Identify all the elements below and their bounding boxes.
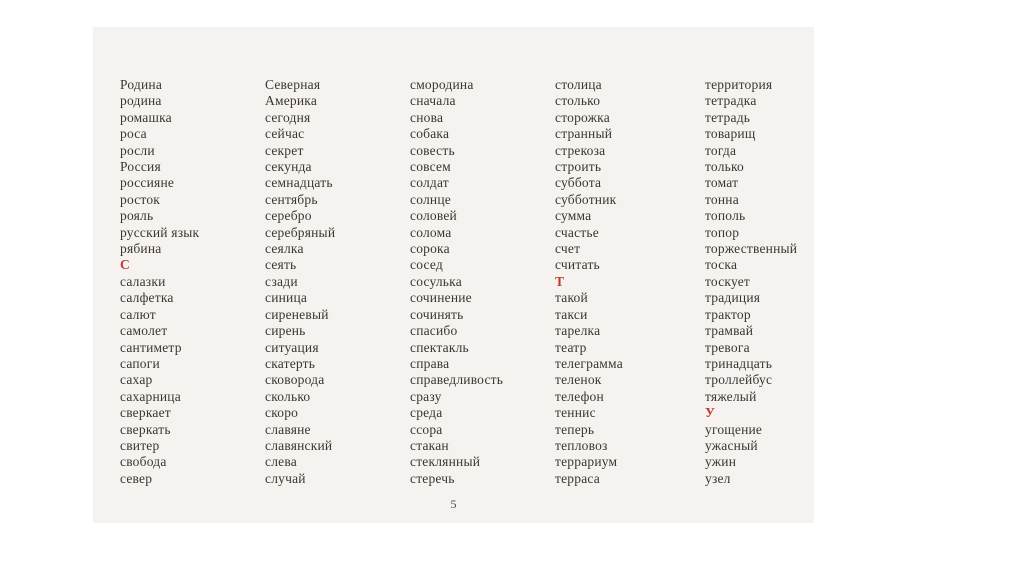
- word-item: трактор: [705, 306, 751, 322]
- word-item: россияне: [120, 175, 175, 191]
- word-item: сверкает: [120, 405, 171, 421]
- word-item: терраса: [555, 470, 600, 486]
- word-item: узел: [705, 470, 731, 486]
- word-item: трамвай: [705, 323, 754, 339]
- word-item: сочинять: [410, 306, 464, 322]
- word-item: торжественный: [705, 241, 798, 257]
- word-item: сочинение: [410, 290, 472, 306]
- word-item: скоро: [265, 405, 299, 421]
- word-item: сверкать: [120, 421, 171, 437]
- word-item: росли: [120, 142, 155, 158]
- word-item: снова: [410, 109, 444, 125]
- word-item: томат: [705, 175, 739, 191]
- word-item: свобода: [120, 454, 167, 470]
- word-item: сумма: [555, 208, 592, 224]
- word-item: странный: [555, 126, 613, 142]
- word-column-3: [410, 77, 552, 487]
- word-item: солнце: [410, 191, 451, 207]
- word-item: тетрадь: [705, 109, 751, 125]
- word-item: стеречь: [410, 470, 455, 486]
- word-item: тонна: [705, 191, 739, 207]
- word-item: тревога: [705, 339, 750, 355]
- word-item: спасибо: [410, 323, 458, 339]
- word-item: среда: [410, 405, 443, 421]
- word-item: соловей: [410, 208, 457, 224]
- word-item: сахарница: [120, 388, 181, 404]
- word-item: ужин: [705, 454, 737, 470]
- word-item: столица: [555, 77, 602, 92]
- word-item: рояль: [120, 208, 154, 224]
- word-item: стакан: [410, 437, 449, 453]
- word-column-5: [705, 77, 847, 487]
- word-item: тогда: [705, 142, 737, 158]
- word-item: ужасный: [705, 437, 758, 453]
- word-item: сейчас: [265, 126, 305, 142]
- word-item: слева: [265, 454, 297, 470]
- section-letter: Т: [555, 273, 565, 289]
- word-item: только: [705, 159, 745, 175]
- word-item: родина: [120, 93, 162, 109]
- word-item: серебряный: [265, 224, 336, 240]
- word-item: солома: [410, 224, 452, 240]
- word-item: ситуация: [265, 339, 319, 355]
- word-item: сковорода: [265, 372, 325, 388]
- word-item: Родина: [120, 77, 163, 92]
- word-item: сеялка: [265, 241, 304, 257]
- word-item: территория: [705, 77, 773, 92]
- word-item: сахар: [120, 372, 153, 388]
- page-number: 5: [450, 497, 457, 511]
- word-item: справа: [410, 355, 450, 371]
- word-item: собака: [410, 126, 450, 142]
- word-item: угощение: [705, 421, 763, 437]
- word-item: секунда: [265, 159, 312, 175]
- word-item: синица: [265, 290, 308, 306]
- word-item: сирень: [265, 323, 306, 339]
- word-item: сразу: [410, 388, 442, 404]
- word-item: сосулька: [410, 273, 462, 289]
- word-item: теннис: [555, 405, 596, 421]
- word-item: рябина: [120, 241, 162, 257]
- word-item: счастье: [555, 224, 599, 240]
- word-item: такси: [555, 306, 588, 322]
- word-item: троллейбус: [705, 372, 773, 388]
- word-item: субботник: [555, 191, 617, 207]
- word-item: росток: [120, 191, 161, 207]
- word-item: сантиметр: [120, 339, 182, 355]
- word-item: телефон: [555, 388, 604, 404]
- word-item: Америка: [265, 93, 318, 109]
- word-item: Северная: [265, 77, 321, 92]
- section-letter: С: [120, 257, 130, 273]
- word-item: Россия: [120, 159, 161, 175]
- word-item: традиция: [705, 290, 761, 306]
- word-item: свитер: [120, 437, 160, 453]
- word-item: сеять: [265, 257, 297, 273]
- word-item: скатерть: [265, 355, 316, 371]
- word-item: север: [120, 470, 153, 486]
- word-item: сапоги: [120, 355, 160, 371]
- word-item: тяжелый: [705, 388, 757, 404]
- word-item: товарищ: [705, 126, 756, 142]
- word-item: совесть: [410, 142, 455, 158]
- word-item: семнадцать: [265, 175, 333, 191]
- word-item: тополь: [705, 208, 746, 224]
- word-item: считать: [555, 257, 600, 273]
- word-item: стрекоза: [555, 142, 606, 158]
- word-item: сзади: [265, 273, 298, 289]
- word-item: строить: [555, 159, 602, 175]
- word-item: справедливость: [410, 372, 504, 388]
- word-item: серебро: [265, 208, 312, 224]
- word-item: сиреневый: [265, 306, 329, 322]
- word-item: случай: [265, 470, 306, 486]
- word-column-1: [120, 77, 262, 487]
- word-item: такой: [555, 290, 588, 306]
- word-item: салазки: [120, 273, 166, 289]
- word-item: русский язык: [120, 224, 200, 240]
- word-item: суббота: [555, 175, 602, 191]
- word-item: солдат: [410, 175, 449, 191]
- word-column-4: [555, 77, 697, 487]
- word-item: сколько: [265, 388, 311, 404]
- word-item: тринадцать: [705, 355, 773, 371]
- word-item: ромашка: [120, 109, 172, 125]
- word-item: террариум: [555, 454, 618, 470]
- word-item: роса: [120, 126, 147, 142]
- word-item: тетрадка: [705, 93, 757, 109]
- word-item: сегодня: [265, 109, 311, 125]
- word-item: сосед: [410, 257, 443, 273]
- word-item: спектакль: [410, 339, 469, 355]
- word-item: славянский: [265, 437, 333, 453]
- section-letter: У: [705, 405, 716, 421]
- word-item: смородина: [410, 77, 474, 92]
- word-column-2: [265, 77, 407, 487]
- word-item: салют: [120, 306, 156, 322]
- word-item: счет: [555, 241, 581, 257]
- word-item: совсем: [410, 159, 451, 175]
- word-item: телеграмма: [555, 355, 623, 371]
- word-item: стеклянный: [410, 454, 481, 470]
- word-item: тарелка: [555, 323, 601, 339]
- word-item: самолет: [120, 323, 168, 339]
- word-item: сорока: [410, 241, 450, 257]
- word-item: сторожка: [555, 109, 610, 125]
- word-item: теленок: [555, 372, 602, 388]
- word-item: тепловоз: [555, 437, 608, 453]
- word-item: славяне: [265, 421, 311, 437]
- word-item: сначала: [410, 93, 456, 109]
- word-item: теперь: [555, 421, 595, 437]
- word-item: тоска: [705, 257, 738, 273]
- word-item: тоскует: [705, 273, 751, 289]
- word-item: сентябрь: [265, 191, 318, 207]
- word-item: столько: [555, 93, 601, 109]
- word-item: театр: [555, 339, 587, 355]
- word-item: секрет: [265, 142, 304, 158]
- word-item: салфетка: [120, 290, 174, 306]
- word-item: топор: [705, 224, 740, 240]
- word-item: ссора: [410, 421, 443, 437]
- word-list-page: [93, 27, 814, 523]
